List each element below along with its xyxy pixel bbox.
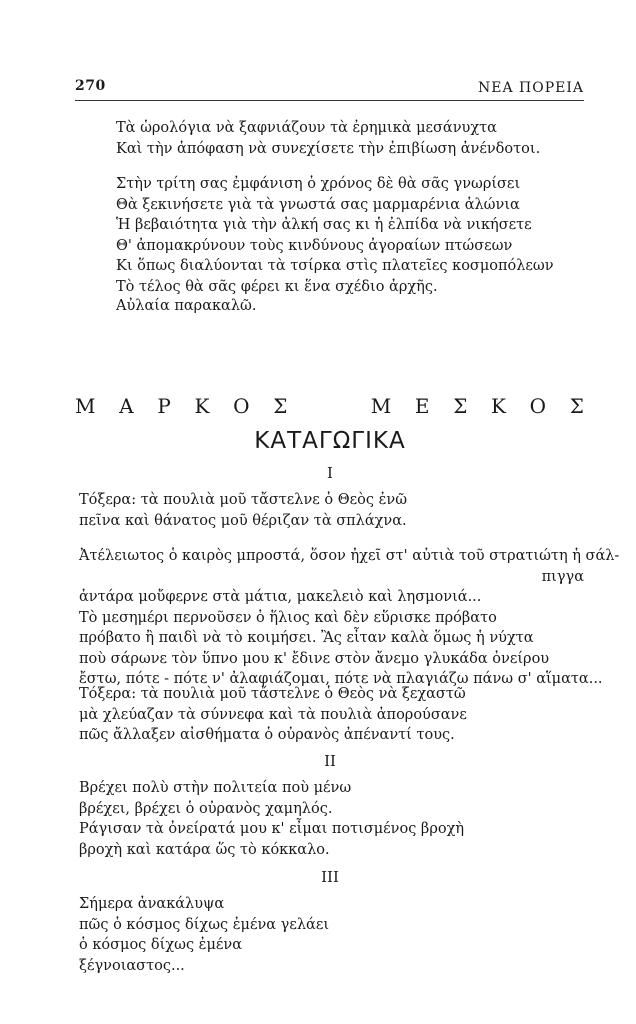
verse-line: ἀντάρα μοὔφερνε στὰ μάτια, μακελειὸ καὶ λησμονιά... xyxy=(79,589,482,605)
author-letter: Σ xyxy=(273,394,288,418)
verse-line: Κι ὅπως διαλύονται τὰ τσίρκα στὶς πλατεῖες κοσμοπόλεων xyxy=(116,258,554,274)
verse-line: ἔστω, πότε - πότε ν' ἀλαφιάζομαι, πότε νὰ πλαγιάζω πάνω σ' αἵματα... xyxy=(79,671,603,687)
author-letter: Ρ xyxy=(157,394,171,418)
verse-line: ποὺ σάρωνε τὸν ὕπνο μου κ' ἔδινε στὸν ἄνεμο γλυκάδα ὀνείρου xyxy=(79,650,550,667)
verse-line: Βρέχει πολὺ στὴν πολιτεία ποὺ μένω xyxy=(79,780,352,796)
author-letter: Κ xyxy=(491,394,506,418)
verse-line: Σήμερα ἀνακάλυψα xyxy=(79,896,225,912)
author-letter: Κ xyxy=(194,394,210,418)
verse-line: Τόξερα: τὰ πουλιὰ μοῦ τἄστελνε ὁ Θεὸς ἐνῶ xyxy=(79,492,408,508)
author-letter: Α xyxy=(119,394,134,418)
header-rule xyxy=(75,100,584,101)
verse-line: ὁ κόσμος δίχως ἐμένα xyxy=(79,937,242,953)
verse-line: Στὴν τρίτη σας ἐμφάνιση ὁ χρόνος δὲ θὰ σᾶς γνωρίσει xyxy=(116,176,521,192)
section-1-stanza-3 xyxy=(79,684,467,746)
verse-line: βροχὴ καὶ κατάρα ὥς τὸ κόκκαλο. xyxy=(79,841,330,858)
author-letter: Ε xyxy=(414,394,430,418)
section-1-stanza-1 xyxy=(79,490,407,531)
author-name-gap xyxy=(311,394,347,418)
verse-line: Τὸ μεσημέρι περνοῦσεν ὁ ἥλιος καὶ δὲν εὕρισκε πρόβατο xyxy=(79,609,497,626)
verse-line: Θὰ ξεκινήσετε γιὰ τὰ γνωστά σας μαρμαρένια ἁλώνια xyxy=(116,196,520,213)
running-head: ΝΕΑ ΠΟΡΕΙΑ xyxy=(478,80,584,96)
hyphenated-fragment: πιγγα xyxy=(541,568,584,585)
verse-line: Τὰ ὡρολόγια νὰ ξαφνιάζουν τὰ ἐρημικὰ μεσάνυχτα xyxy=(116,120,497,136)
prev-poem-stanza-1 xyxy=(116,118,540,159)
author-letter: Σ xyxy=(453,394,468,418)
verse-line: Τὸ τέλος θὰ σᾶς φέρει κι ἕνα σχέδιο ἀρχῆς. xyxy=(116,278,438,295)
verse-line: πρόβατο ἢ παιδὶ νὰ τὸ κοιμήσει. Ἂς εἶταν καλὰ ὅμως ἡ νύχτα xyxy=(79,630,534,646)
verse-line: πῶς ὁ κόσμος δίχως ἐμένα γελάει xyxy=(79,916,330,933)
author-letter: Σ xyxy=(569,394,584,418)
verse-line: βρέχει, βρέχει ὁ οὐρανὸς χαμηλός. xyxy=(79,800,333,817)
section-numeral-3: III xyxy=(321,868,339,886)
verse-line: μὰ χλεύαζαν τὰ σύννεφα καὶ τὰ πουλιὰ ἀπορούσανε xyxy=(79,706,467,723)
verse-line: πῶς ἄλλαξεν αἰσθήματα ὁ οὐρανὸς ἀπέναντί τους. xyxy=(79,727,455,743)
section-1-stanza-2 xyxy=(79,546,620,690)
verse-line: Αὐλαία παρακαλῶ. xyxy=(116,298,257,314)
verse-line: Ἀτέλειωτος ὁ καιρὸς μπροστά, ὅσον ἠχεῖ στ' αὐτιὰ τοῦ στρατιώτη ἡ σάλ- xyxy=(79,548,620,564)
author-letter: Μ xyxy=(370,394,392,418)
section-3-stanza-1 xyxy=(79,894,329,976)
author-letter: Ο xyxy=(233,394,250,418)
author-name xyxy=(75,394,584,418)
verse-line: Θ' ἀπομακρύνουν τοὺς κινδύνους ἀγοραίων πτώσεων xyxy=(116,237,513,254)
prev-poem-stanza-2 xyxy=(116,174,554,297)
verse-line: Ράγισαν τὰ ὀνείρατά μου κ' εἶμαι ποτισμένος βροχὴ xyxy=(79,821,465,837)
section-numeral-1: I xyxy=(327,464,333,482)
verse-line: Ἡ βεβαιότητα γιὰ τὴν ἀλκή σας κι ἡ ἐλπίδα νὰ νικήσετε xyxy=(116,217,532,233)
verse-line: ξέγνοιαστος... xyxy=(79,957,185,974)
verse-line: Καὶ τὴν ἀπόφαση νὰ συνεχίσετε τὴν ἐπιβίωση ἀνένδοτοι. xyxy=(116,140,541,157)
poem-title: ΚΑΤΑΓΩΓΙΚΑ xyxy=(254,428,406,454)
verse-line: Τόξερα: τὰ πουλιὰ μοῦ τἄστελνε ὁ Θεὸς νὰ ξεχαστῶ xyxy=(79,686,466,702)
prev-poem-stanza-3 xyxy=(116,296,256,317)
section-2-stanza-1 xyxy=(79,778,464,860)
author-letter: Ο xyxy=(529,394,547,418)
page-number: 270 xyxy=(75,78,106,94)
verse-line: πεῖνα καὶ θάνατος μοῦ θέριζαν τὰ σπλάχνα. xyxy=(79,512,407,529)
section-numeral-2: II xyxy=(324,752,336,770)
author-letter: Μ xyxy=(75,394,96,418)
